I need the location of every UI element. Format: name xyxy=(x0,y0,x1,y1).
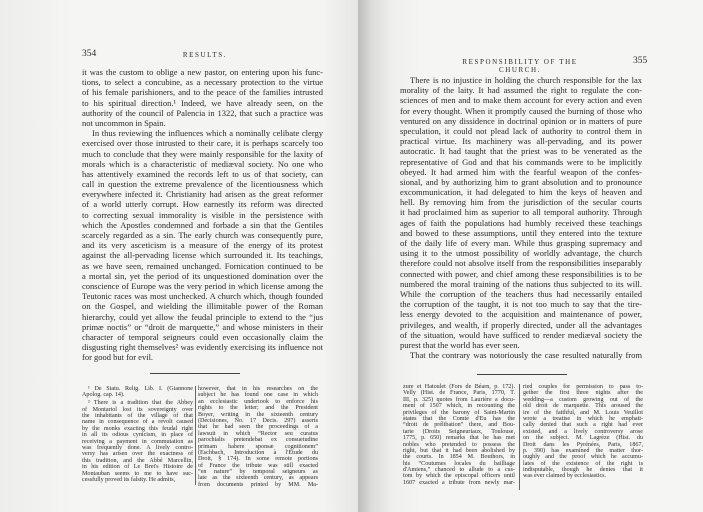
text-line: on the Gospel, and wielding the illimitable power of the Roman xyxy=(82,301,323,312)
footnote-line: tom by which the episcopal officers until xyxy=(403,473,515,480)
text-line: of the situation, would have sufficed to render mediæval society the xyxy=(400,329,642,340)
footnote-line: Droit, § 174). In some remote portions xyxy=(198,456,318,463)
footnote-line: Velly (Hist. de France, Paris, 1770, T. xyxy=(403,390,515,397)
footnote-line: ¹ De Statu. Relig. Lib. I. (Giannone xyxy=(88,386,193,392)
text-line: not uncommon in Spain. xyxy=(82,117,166,128)
page-number: 355 xyxy=(633,56,648,66)
footnote-line: parochialis pretendebat ex consuetudine xyxy=(198,437,318,444)
text-line: authority of the council of Palencia in 1322, that such a practice was xyxy=(82,107,323,118)
text-line: privileges, and wealth, if properly directed, under all the advantages xyxy=(400,319,642,330)
footnote-line: cally denied that such a right had ever xyxy=(523,422,643,429)
footnotes-column-1 xyxy=(403,384,515,486)
footnote-line: primam habere sponsæ cognitionem” xyxy=(198,443,318,450)
footnote-line: 1607 exacted a tribute from newly mar- xyxy=(403,479,515,486)
footnote-line: the courts. In 1854 M. Bouthors, in xyxy=(403,454,515,461)
footnote-column-divider xyxy=(519,384,520,490)
text-line: purest that the world has ever seen. xyxy=(400,339,520,350)
footnote-line: lates of the existence of the right is xyxy=(523,460,643,467)
text-line: That the contrary was notoriously the case resulted naturally from xyxy=(410,350,642,361)
text-line: to his spiritual direction.¹ Indeed, we have already seen, on the xyxy=(82,97,323,108)
text-line: it had proclaimed him as superior to all temporal authority. Through xyxy=(400,207,642,218)
text-line: using it to the utmost possibility of worldly advantage, the church xyxy=(400,248,642,259)
footnote-line: was frequently done. A lively contro- xyxy=(82,445,193,452)
text-line: There is no injustice in holding the church responsible for the lax xyxy=(410,75,642,85)
footnote-line: an ecclesiastic undertook to enforce his xyxy=(198,398,318,405)
text-line: exercised over those intrusted to their care, it is perhaps scarcely too xyxy=(82,138,323,149)
footnote-line: that he had seen the proceedings of a xyxy=(198,424,318,431)
text-line: autocratic. It had taught that the priest was to be venerated as the xyxy=(400,146,642,157)
footnote-column-divider xyxy=(195,386,196,485)
footnote-line: d'Amiens,” chanced to allude to a cus- xyxy=(403,467,515,474)
footnote-line: wedding—a custom growing out of the xyxy=(523,396,643,403)
footnote-line: indisputable, though he denies that it xyxy=(523,467,643,474)
footnote-line: versy has arisen over the exactness of xyxy=(82,451,193,458)
text-line: the corruption of the taught, it is not too much to say that the tire- xyxy=(400,299,642,310)
footnote-line: ried couples for permission to pass to- xyxy=(523,384,643,390)
text-line: has attentively examined the records left to us of that society, can xyxy=(82,168,323,179)
text-line: of the daily life of every man. While thus grasping supremacy and xyxy=(400,238,642,248)
footnote-line: privileges of the barony of Saint-Martin xyxy=(403,409,515,416)
text-line: practical virtue. Its machinery was all-pervading, and its power xyxy=(400,136,642,147)
text-line: and bowed to these assumptions, until they entered into the texture xyxy=(400,227,642,238)
footnote-line: this tradition, and the Abbé Marcellin, xyxy=(82,457,193,464)
text-line: which the Apostles condemned and forbade a sin that the Gentiles xyxy=(82,219,323,230)
footnote-line: Apolog. cap. 14). xyxy=(82,392,125,399)
footnote-line: states that the Comte d'Eu has the xyxy=(403,415,515,422)
footnote-line: p. 390) has examined the matter thor- xyxy=(523,447,643,454)
text-line: disgusting right themselves² was evidently exercising its influence not xyxy=(82,342,323,353)
footnote-line: by the monks exacting this feudal right xyxy=(82,425,193,432)
footnote-line: was ever claimed by ecclesiastics. xyxy=(523,473,607,480)
text-line: sional, and by authorizing him to grant absolution and to pronounce xyxy=(400,176,642,187)
footnote-line: ire of the faithful, and M. Louis Veuillot xyxy=(523,409,643,416)
text-line: While the corruption of the teachers thus had necessarily entailed xyxy=(400,288,642,299)
footnote-line: Boyer, writing in the sixteenth century xyxy=(198,411,318,418)
footnote-line: late as the sixteenth century, as appears xyxy=(198,475,318,482)
text-line: conscience of Europe was the very period in which license among the xyxy=(82,280,323,291)
footnote-line: III, p. 325) quotes from Laurière a docu- xyxy=(403,396,515,403)
footnote-line: nobles who pretended to possess the xyxy=(403,441,515,448)
text-line: against the all-pervading license which surrounded it. Its teachings, xyxy=(82,250,323,261)
footnote-line: from documents printed by MM. Ma- xyxy=(198,481,318,488)
footnote-line: existed, and a lively controversy arose xyxy=(523,428,643,435)
text-line: hierarchy, could yet allow the feudal principle to extend to the “jus xyxy=(82,311,323,322)
footnote-line: cessfully proved its falsity. He admits, xyxy=(82,476,176,483)
main-text xyxy=(400,75,642,360)
footnote-line: 1775, p. 650) remarks that he has met xyxy=(403,435,515,442)
text-line: and its very asceticism is a measure of the energy of its protest xyxy=(82,240,323,251)
text-line: In thus reviewing the influences which a nominally celibate clergy xyxy=(92,128,323,139)
text-line: of a world utterly corrupt. How earnestly its reform was directed xyxy=(82,199,323,210)
footnote-line: of Montariol lost its sovereignty over xyxy=(82,406,193,413)
footnote-line: tarie (Droits Seigneuriaux, Toulouse, xyxy=(403,428,515,435)
text-line: numbered the moral training of the nations thus subjected to its will. xyxy=(400,278,642,289)
footnote-line: Montauban seems to me to have suc- xyxy=(82,470,193,477)
main-text xyxy=(82,67,323,362)
footnote-line: however, that in his researches on the xyxy=(198,386,318,392)
footnotes-column-2 xyxy=(523,384,643,480)
page-number: 354 xyxy=(82,49,97,59)
footnote-line: wrote a treatise in which he emphati- xyxy=(523,415,643,422)
footnote-line: name in consequence of a revolt caused xyxy=(82,419,193,426)
text-line: therefore could not absolve itself from the responsibilities inseparably xyxy=(400,258,642,269)
text-line: character of temporal seigneurs could even occasionally claim the xyxy=(82,331,323,342)
footnote-line: subject he has found one case in which xyxy=(198,392,318,399)
footnote-line: Droit dans les Pyrénées, Paris, 1867, xyxy=(523,441,643,448)
text-line: Teutonic races was most unchecked. A church which, though founded xyxy=(82,291,323,302)
text-line: call in question the extreme prevalence of the licentiousness which xyxy=(82,179,323,190)
footnotes-column-1 xyxy=(82,386,193,483)
footnote-line: rights to the letter; and the President xyxy=(198,405,318,412)
text-line: less energy devoted to the acquisition and maintenance of power, xyxy=(400,309,642,320)
text-line: it was the custom to oblige a new pastor, on entering upon his func- xyxy=(82,67,323,77)
running-head: RESPONSIBILITY OF THE CHURCH. xyxy=(462,58,578,74)
text-line: obeyed. It had armed him with the fearful weapon of the confes- xyxy=(400,166,642,177)
text-line: speculation, it could not plead lack of authority to control them in xyxy=(400,125,642,136)
footnote-line: ment of 1507 which, in recounting the xyxy=(403,403,515,410)
text-line: ventured on any dissidence in doctrinal opinion or in matters of pure xyxy=(400,115,642,126)
text-line: everywhere infected it. Christianity had arisen as the great reformer xyxy=(82,189,323,200)
footnote-line: the inhabitants of the village of that xyxy=(82,413,193,420)
text-line: scarcely regarded as a sin. The early church was consequently pure, xyxy=(82,230,323,240)
text-line: morality of the laity. It had assumed the right to regulate the con- xyxy=(400,85,642,96)
running-head: RESULTS. xyxy=(182,51,228,59)
footnote-line: oughly and the proof which he accumu- xyxy=(523,454,643,461)
footnote-line: his “Coutumes locales du bailliage xyxy=(403,460,515,467)
text-line: connected with power, and chief among these responsibilities is to be xyxy=(400,268,642,279)
footnote-line: in his edition of Le Bret's Histoire de xyxy=(82,464,193,471)
text-line: primæ noctis” or “droit de marquette,” and whose ministers in their xyxy=(82,321,323,332)
text-line: representative of God and that his commands were to be implicitly xyxy=(400,156,642,167)
text-line: of his female parishioners, and to the peace of the families intrusted xyxy=(82,87,323,98)
footnote-line: zure et Hatoulet (Fors de Béarn, p. 172). xyxy=(403,384,515,390)
text-line: sciences of men and to make them account for every action and even xyxy=(400,95,642,106)
text-line: for good but for evil. xyxy=(82,352,154,363)
right-page xyxy=(358,0,703,512)
footnote-line: receiving a payment in commutation as xyxy=(82,438,193,445)
text-line: excommunication, it had delegated to him the keys of heaven and xyxy=(400,187,642,198)
footnote-line: lawsuit in which “Rector seu curatus xyxy=(198,430,318,437)
text-line: for every thought. When it promptly caused the burning of those who xyxy=(400,105,642,116)
text-line: morals which is a characteristic of mediæval society. No one who xyxy=(82,158,323,169)
footnote-line: (Eschbach, Introduction à l'Étude du xyxy=(198,449,318,456)
text-line: a mortal sin, yet the period of its unquestioned domination over the xyxy=(82,270,323,281)
footnote-line: “droit de prélibation” there, and Bou- xyxy=(403,422,515,429)
footnote-separator xyxy=(150,373,240,374)
footnote-separator xyxy=(477,374,567,375)
footnote-line: old droit de marquette. This aroused the xyxy=(523,403,643,410)
text-line: hell. By removing him from the jurisdiction of the secular courts xyxy=(400,197,642,208)
footnote-line: gether the first three nights after the xyxy=(523,390,643,397)
footnote-line: “en nature” by temporal seigneurs as xyxy=(198,469,318,476)
text-line: ages of faith the populations had humbly received these teachings xyxy=(400,217,642,228)
text-line: tions, to select a concubine, as a necessary protection to the virtue xyxy=(82,77,323,88)
footnote-line: on the subject. M. Lagrèze (Hist. du xyxy=(523,435,643,442)
text-line: to correcting sexual immorality is visible in the persistence with xyxy=(82,209,323,220)
text-line: much to conclude that they were mainly responsible for the laxity of xyxy=(82,148,323,159)
text-line: as we have seen, remained unchanged. Fornication continued to be xyxy=(82,260,323,271)
footnote-line: in all its odious cynicism, in place of xyxy=(82,432,193,439)
footnote-line: right, but that it had been abolished by xyxy=(403,447,515,454)
footnote-line: (Decisiones, No. 17 Decis. 297) asserts xyxy=(198,417,318,424)
footnotes-column-2 xyxy=(198,386,318,488)
footnote-line: of France the tribute was still exacted xyxy=(198,462,318,469)
footnote-line: ² There is a tradition that the Abbey xyxy=(88,400,193,407)
